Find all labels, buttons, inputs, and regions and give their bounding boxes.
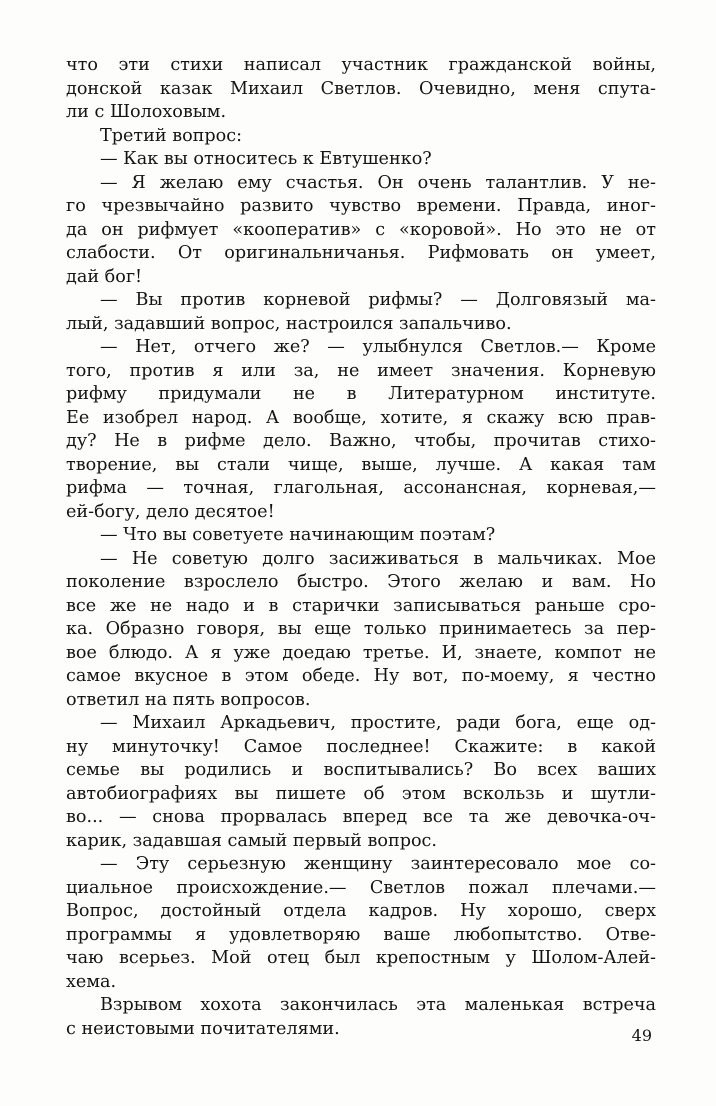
text-line: — Я желаю ему счастья. Он очень талантлив. У не- (100, 172, 656, 193)
text-line: ей-богу, дело десятое! (66, 501, 275, 522)
text-line: семье вы родились и воспитывались? Во всех ваших (66, 760, 656, 780)
page-text (66, 54, 656, 1041)
text-line: самое вкусное в этом обеде. Ну вот, по-моему, я честно (66, 666, 656, 686)
text-line: ду? Не в рифме дело. Важно, чтобы, прочитав стихо- (66, 431, 656, 451)
text-line: Третий вопрос: (100, 125, 243, 146)
text-line: что эти стихи написал участник гражданской войны, (66, 55, 656, 75)
text-line: ну минуточку! Самое последнее! Скажите: в какой (66, 736, 656, 757)
text-line: все же не надо и в старички записываться раньше сро- (66, 595, 656, 616)
text-line: рифма — точная, глагольная, ассонансная, корневая,— (66, 478, 656, 498)
text-line: Ее изобрел народ. А вообще, хотите, я скажу всю прав- (66, 407, 656, 428)
text-line: программы я удовлетворяю ваше любопытство. Отве- (66, 924, 656, 945)
text-line: вое блюдо. А я уже доедаю третье. И, знаете, компот не (66, 642, 656, 663)
text-line: Вопрос, достойный отдела кадров. Ну хорошо, сверх (66, 901, 656, 921)
text-line: во... — снова прорвалась вперед все та же девочка-оч- (66, 807, 656, 827)
text-line: — Что вы советуете начинающим поэтам? (100, 525, 496, 545)
text-line: слабости. От оригинальничанья. Рифмовать он умеет, (66, 243, 656, 263)
page-number: 49 (631, 1026, 652, 1045)
text-line: циальное происхождение.— Светлов пожал плечами.— (66, 877, 656, 898)
text-line: рифму придумали не в Литературном институте. (66, 384, 656, 404)
text-line: дай бог! (66, 266, 143, 287)
text-line: — Как вы относитесь к Евтушенко? (100, 149, 432, 169)
text-line: лый, задавший вопрос, настроился запальчиво. (66, 313, 512, 334)
text-line: чаю всерьез. Мой отец был крепостным у Шолом-Алей- (66, 948, 656, 968)
text-line: карик, задавшая самый первый вопрос. (66, 830, 438, 851)
text-line: ка. Образно говоря, вы еще только принимаетесь за пер- (66, 619, 656, 639)
text-line: донской казак Михаил Светлов. Очевидно, меня спута- (66, 78, 656, 99)
text-line: автобиографиях вы пишете об этом вскользь и шутли- (66, 783, 656, 804)
text-line: — Нет, отчего же? — улыбнулся Светлов.— Кроме (100, 337, 656, 357)
text-line: — Вы против корневой рифмы? — Долговязый ма- (100, 290, 656, 310)
text-line: того, против я или за, не имеет значения. Корневую (66, 360, 656, 381)
text-line: поколение взрослело быстро. Этого желаю и вам. Но (66, 572, 656, 592)
text-line: — Михаил Аркадьевич, простите, ради бога, еще од- (100, 713, 656, 733)
text-line: Взрывом хохота закончилась эта маленькая встреча (100, 995, 656, 1015)
text-line: го чрезвычайно развито чувство времени. Правда, иног- (66, 196, 656, 216)
text-line: — Эту серьезную женщину заинтересовало мое со- (100, 854, 656, 874)
text-line: хема. (66, 971, 117, 992)
text-line: с неистовыми почитателями. (66, 1018, 340, 1039)
text-line: — Не советую долго засиживаться в мальчиках. Мое (100, 548, 656, 569)
text-line: ответил на пять вопросов. (66, 689, 311, 710)
text-line: творение, вы стали чище, выше, лучше. А какая там (66, 454, 656, 475)
text-line: да он рифмует «кооператив» с «коровой». Но это не от (66, 219, 656, 240)
text-line: ли с Шолоховым. (66, 102, 227, 122)
